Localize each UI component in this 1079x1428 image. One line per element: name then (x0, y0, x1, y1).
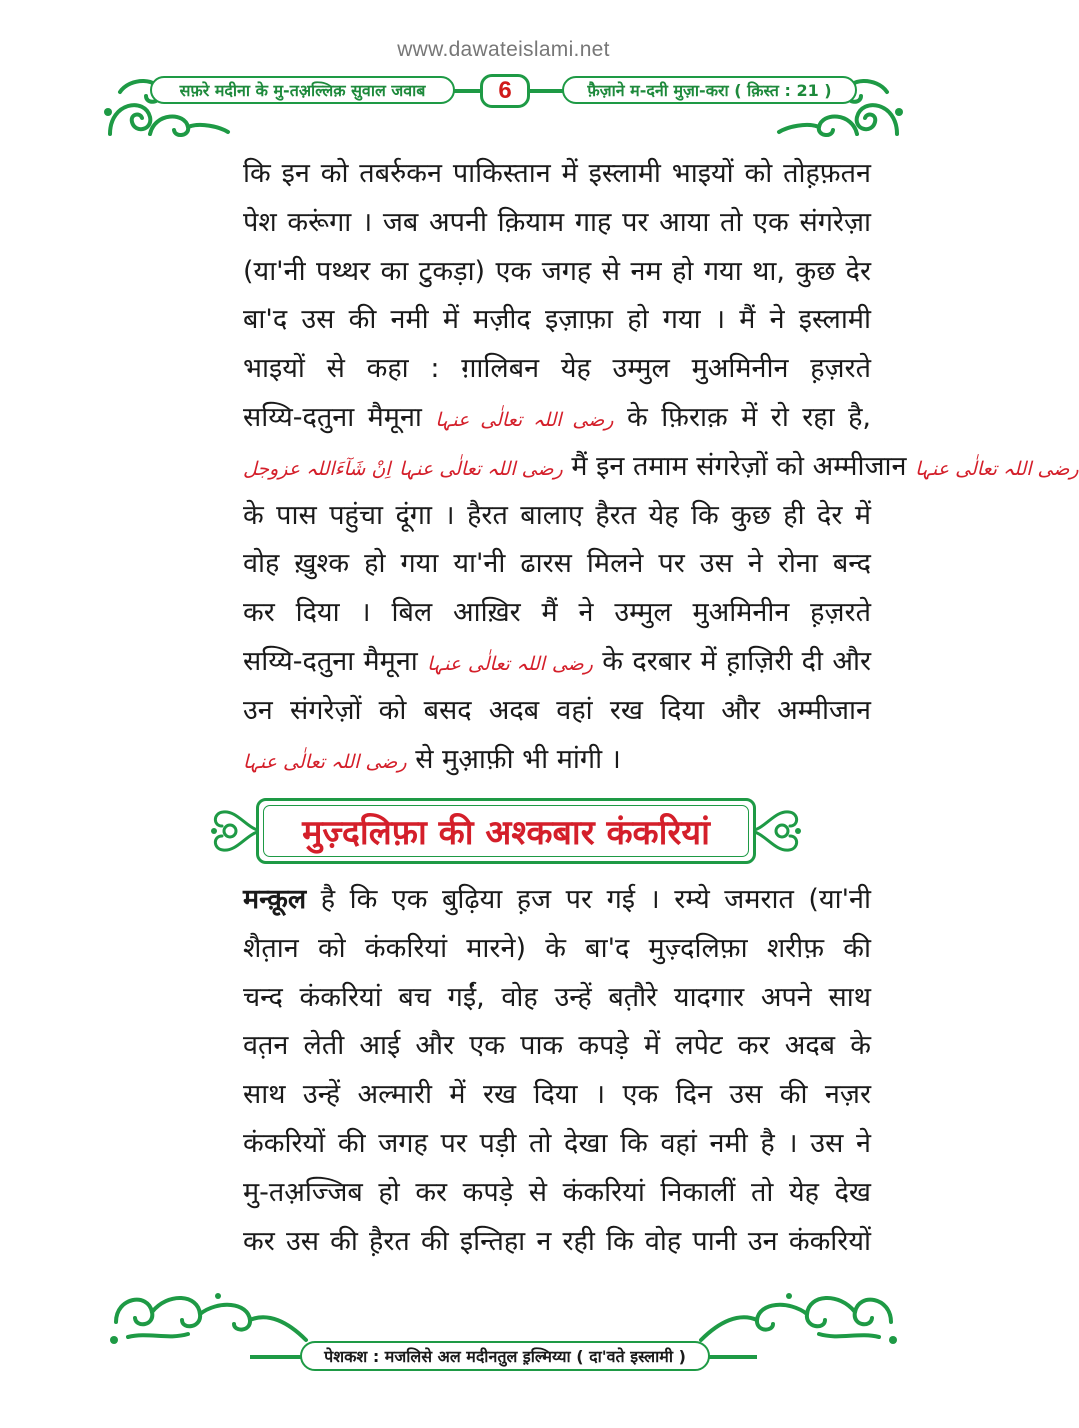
text-line: कि इन को तबर्रुकन पाकिस्तान में इस्लामी भाइयों को तोह़फ़तन (243, 158, 871, 189)
text-segment: मैं इन तमाम संगरेज़ों को अम्मीजान (571, 450, 907, 482)
honorific-calligraphy: رضی اللہ تعالٰی عنہا (427, 652, 593, 675)
paragraph-1 (243, 150, 1079, 784)
text-segment: के फ़िराक़ में रो रहा है, (627, 401, 871, 433)
text-segment: है कि एक बुढ़िया ह़ज पर गई । रम्ये जमरात (या'नी (320, 884, 871, 915)
text-line (243, 736, 871, 785)
text-segment: सय्यि-दतुना मैमूना (243, 401, 422, 433)
text-line: कर उस की ह़ैरत की इन्तिहा न रही कि वोह पानी उन कंकरियों (243, 1225, 871, 1257)
text-line: (या'नी पथ्थर का टुकड़ा) एक जगह से नम हो गया था, कुछ देर (243, 255, 871, 287)
page-header (150, 76, 857, 106)
honorific-calligraphy: رضی اللہ تعالٰی عنہا (435, 408, 614, 431)
text-line (243, 394, 871, 443)
text-line: साथ उन्हें अल्मारी में रख दिया । एक दिन उस की नज़र (243, 1079, 871, 1111)
text-line: भाइयों से कहा : ग़ालिबन येह उम्मुल मुअमिनीन ह़ज़रते (243, 353, 871, 385)
text-segment: से मुआ़फ़ी भी मांगी । (415, 743, 621, 775)
text-line: उन संगरेज़ों को बसद अदब वहां रख दिया और अम्मीजान (243, 694, 871, 726)
text-line: कंकरियों की जगह पर पड़ी तो देखा कि वहां नमी है । उस ने (243, 1127, 871, 1159)
footer-divider-left (250, 1355, 302, 1359)
text-segment: के दरबार में ह़ाज़िरी दी और (602, 645, 871, 677)
header-divider-right (526, 89, 566, 93)
page-footer (250, 1341, 757, 1373)
text-line: मु-तअ़ज्जिब हो कर कपड़े से कंकरियां निकालीं तो येह देख (243, 1176, 871, 1208)
site-url: www.dawateislami.net (397, 38, 610, 61)
text-line: चन्द कंकरियां बच गईं, वोह उन्हें बत़ौरे यादगार अपने साथ (243, 981, 871, 1013)
text-line: वत़न लेती आई और एक पाक कपड़े में लपेट कर अदब के (243, 1030, 871, 1062)
text-line (243, 876, 871, 925)
footer-divider-right (708, 1355, 757, 1359)
book-title: सफ़रे मदीना के मु-तअ़ल्लिक़ सुवाल जवाब (150, 76, 455, 104)
text-line: कर दिया । बिल आख़िर मैं ने उम्मुल मुअमिनीन ह़ज़रते (243, 597, 871, 629)
honorific-calligraphy: رضی اللہ تعالٰی عنہا (399, 457, 563, 480)
inshallah-calligraphy: اِنْ شَآءَاللہ عزوجل (243, 457, 391, 480)
text-line: पेश करूंगा । जब अपनी क़ियाम गाह पर आया तो एक संगरेज़ा (243, 206, 871, 238)
text-segment: सय्यि-दतुना मैमूना (243, 645, 418, 677)
page-number: 6 (480, 74, 530, 108)
honorific-calligraphy: رضی اللہ تعالٰی عنہا (243, 750, 407, 773)
chapter-title: फ़ैज़ाने म-दनी मुज़ा-करा ( क़िस्त : 21 ) (562, 76, 857, 104)
text-line: बा'द उस की नमी में मज़ीद इज़ाफ़ा हो गया । मैं ने इस्लामी (243, 304, 871, 336)
publisher-credit: पेशकश : मजलिसे अल मदीनतुल इ़ल्मिय्या ( दा'वते इस्लामी ) (300, 1341, 710, 1371)
text-line: के पास पहुंचा दूंगा । हैरत बालाए हैरत येह कि कुछ ही देर में (243, 499, 871, 531)
lead-word: मन्क़ूल (243, 884, 307, 915)
honorific-calligraphy: رضی اللہ تعالٰی عنہا (915, 457, 1079, 480)
text-line: वोह ख़ुश्क हो गया या'नी ढारस मिलने पर उस ने रोना बन्द (243, 548, 871, 580)
text-line (243, 638, 871, 687)
text-line: शैत़ान को कंकरियां मारने) के बा'द मुज़्दलिफ़ा शरीफ़ की (243, 932, 871, 964)
section-heading-box (256, 798, 756, 864)
text-line (243, 443, 1079, 492)
paragraph-2 (243, 876, 871, 1266)
section-heading: मुज़्दलिफ़ा की अश्कबार कंकरियां (302, 813, 710, 853)
